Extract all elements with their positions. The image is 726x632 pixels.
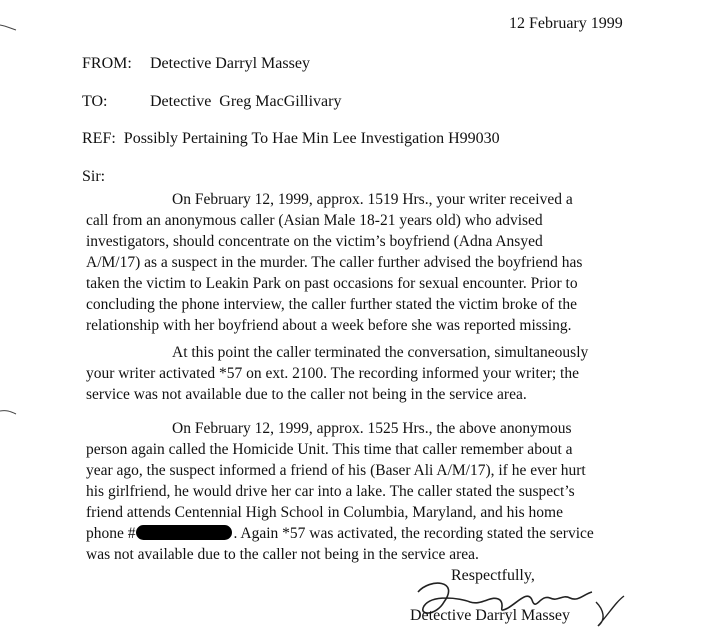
paragraph-line: A/M/17) as a suspect in the murder. The caller further advised the boyfriend has [86,254,583,271]
from-line [82,54,310,74]
paragraph-line: investigators, should concentrate on the victim’s boyfriend (Adna Ansyed [86,233,543,250]
from-value: Detective Darryl Massey [150,55,310,72]
paragraph-line: person again called the Homicide Unit. This time that caller remember about a [86,441,573,458]
paragraph-3 [86,418,686,565]
paragraph-line: your writer activated *57 on ext. 2100. The recording informed your writer; the [86,365,579,382]
paragraph-line: taken the victim to Leakin Park on past occasions for sexual encounter. Prior to [86,275,578,292]
redaction-bar [136,525,232,540]
paragraph-line: call from an anonymous caller (Asian Male 18-21 years old) who advised [86,212,543,229]
closing: Respectfully, [451,567,535,584]
ref-line [82,129,500,149]
ref-value: Possibly Pertaining To Hae Min Lee Investigation H99030 [123,130,500,147]
salutation: Sir: [82,168,106,185]
paragraph-line: year ago, the suspect informed a friend of his (Baser Ali A/M/17), if he ever hurt [86,462,586,479]
from-label: FROM: [82,55,132,72]
memo-date: 12 February 1999 [509,15,623,32]
paragraph-1 [86,189,686,336]
paragraph-line: friend attends Centennial High School in Columbia, Maryland, and his home [86,504,563,521]
phone-prefix: phone # [86,525,136,542]
to-label: TO: [82,93,108,110]
ref-label: REF: [82,130,116,147]
margin-mark [0,408,20,418]
paragraph-line-redacted [86,523,686,544]
paragraph-line: relationship with her boyfriend about a week before she was reported missing. [86,317,572,334]
paragraph-2 [86,342,686,405]
paragraph-line: service was not available due to the caller not being in the service area. [86,386,527,403]
to-value: Detective Greg MacGillivary [150,93,342,110]
to-line [82,92,342,112]
margin-mark [0,22,20,32]
paragraph-line: his girlfriend, he would drive her car into a lake. The caller stated the suspect’s [86,483,575,500]
paragraph-line: On February 12, 1999, approx. 1519 Hrs., your writer received a [172,191,573,208]
signer-name: Detective Darryl Massey [410,607,570,624]
paragraph-line: On February 12, 1999, approx. 1525 Hrs., the above anonymous [172,420,572,437]
paragraph-line: concluding the phone interview, the caller further stated the victim broke of the [86,296,577,313]
paragraph-line: At this point the caller terminated the conversation, simultaneously [172,344,589,361]
paragraph-line: was not available due to the caller not being in the service area. [86,546,479,563]
phone-suffix: . Again *57 was activated, the recording stated the service [233,525,594,542]
